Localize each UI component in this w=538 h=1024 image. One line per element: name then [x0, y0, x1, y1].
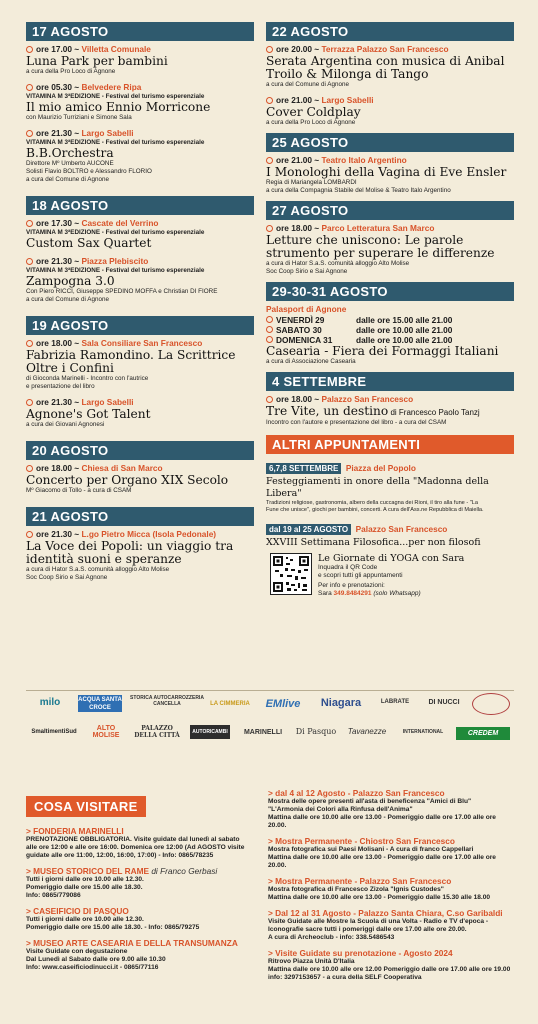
day-22-agosto: [266, 22, 514, 127]
day-25-agosto: [266, 133, 514, 195]
day-header: 21 AGOSTO: [26, 507, 254, 526]
event: ore 21.30 ~ L.go Pietro Micca (Isola Pedonale) La Voce dei Popoli: un viaggio tra identità suoni e speranze a cura di Hator S.a.S. comunità alloggio Alto Molise Soc Coop Sirio e Sai Agnone: [26, 529, 254, 582]
sponsor-logo: [472, 693, 510, 715]
visit-item: > CASEIFICIO DI PASQUO Tutti i giorni dalle ore 10.00 alle 12.30. Pomeriggio dalle ore 15.00 alle 18.30. - Info: 0865/79275: [26, 906, 200, 931]
day-header: 17 AGOSTO: [26, 22, 254, 41]
sponsor-logos: [26, 690, 514, 751]
event-title: XXVIII Settimana Filosofica...per non filosofi: [266, 537, 481, 548]
clock-icon: [26, 130, 33, 137]
clock-icon: [26, 531, 33, 538]
event: ore 18.00 ~ Sala Consiliare San Francesco Fabrizia Ramondino. La Scrittrice Oltre i Confini di Gioconda Marinelli - Incontro con l'autrice e presentazione del libro: [26, 338, 254, 391]
clock-icon: [266, 225, 273, 232]
day-header: 20 AGOSTO: [26, 441, 254, 460]
clock-icon: [266, 396, 273, 403]
sponsor-logo: ACQUA SANTA CROCE: [78, 697, 122, 711]
clock-icon: [26, 84, 33, 91]
clock-icon: [266, 336, 273, 343]
event-title: La Voce dei Popoli: un viaggio tra identità suoni e speranze: [26, 539, 234, 566]
visit-left: [26, 796, 262, 972]
section-header: ALTRI APPUNTAMENTI: [266, 435, 514, 454]
section-header: COSA VISITARE: [26, 796, 146, 817]
clock-icon: [266, 46, 273, 53]
visit-item: > Mostra Permanente - Chiostro San Francesco Mostra fotografica sui Paesi Molisani - A cura di franco Cappellari Mattina dalle ore 10.00 alle ore 13.00 - Pomeriggio dalle ore 17.00 alle ore 20.00.: [268, 836, 496, 869]
event-title: Cover Coldplay: [266, 105, 361, 119]
clock-icon: [266, 97, 273, 104]
event-title: Il mio amico Ennio Morricone: [26, 100, 211, 114]
day-header: 22 AGOSTO: [266, 22, 514, 41]
day-header: 29-30-31 AGOSTO: [266, 282, 514, 301]
day-header: 27 AGOSTO: [266, 201, 514, 220]
visit-item: > FONDERIA MARINELLI PRENOTAZIONE OBBLIGATORIA. Visite guidate dal lunedì al sabato alle ore 12:00 e alle ore 16:00. Domenica ore 12:00 (Ad AGOSTO visite guidate alle ore 11:00, 12:00, 16:00, 17:00) - Info: 0865/78235: [26, 826, 245, 859]
event: ore 21.30 ~ Piazza Plebiscito VITAMINA M 3ªEDIZIONE - Festival del turismo esperenziale Zampogna 3.0 Con Piero RICCI, Giuseppe SPEDINO MOFFA e Christian DI FIORE a cura del Comune di Agnone: [26, 256, 254, 304]
sponsor-logo: CREDEM: [456, 727, 510, 740]
event: ore 05.30 ~ Belvedere Ripa VITAMINA M 3ªEDIZIONE - Festival del turismo esperenziale Il mio amico Ennio Morricone con Maurizio Turriziani e Simone Sala: [26, 82, 254, 122]
day-27-agosto: [266, 201, 514, 276]
visit-item: > Mostra Permanente - Palazzo San Francesco Mostra fotografica di Francesco Zizola "Ignis Custodes" Mattina dalle ore 10.00 alle ore 13.00 - Pomeriggio dalle 15.30 alle 18.00: [268, 876, 491, 901]
clock-icon: [266, 316, 273, 323]
event-title: Letture che uniscono: Le parole strumento per superare le differenze: [266, 233, 495, 260]
event: ore 21.30 ~ Largo Sabelli VITAMINA M 3ªEDIZIONE - Festival del turismo esperenziale B.B.Orchestra Direttore Mº Umberto AUCONE Solisti Flavio BOLTRO e Alessandro FLORIO a cura del Comune di Agnone: [26, 128, 254, 184]
sponsor-logo: Niagara: [320, 697, 362, 709]
sponsor-logo: DI NUCCI: [428, 699, 460, 706]
event-title: Festeggiamenti in onore della "Madonna della Libera": [266, 476, 489, 499]
clock-icon: [26, 46, 33, 53]
altri-appuntamenti: ALTRI APPUNTAMENTI 6,7,8 SETTEMBRE Piazza del Popolo Festeggiamenti in onore della "Madonna della Libera" Tradizioni religiose, gastronomia, albero della cuccagna dei Rioni, il tiro alla fune - "La Fune che unisce", giochi per bambini, concerti. A cura dell'Ass.ne Repubblica di Maiella. dal 19 al 25 AGOSTO Palazzo San Francesco XXVIII Settimana Filosofica...per non filosofi Le Giornate di YOGA con Sara Inquadra il QR Code e scopri tutti gli appuntamenti Per info e prenotazioni: Sara 349.8484291 (solo Whatsapp): [266, 435, 514, 597]
day-19-agosto: [26, 316, 254, 429]
event-title: Fabrizia Ramondino. La Scrittrice Oltre i Confini: [26, 348, 236, 375]
event-title: Luna Park per bambini: [26, 54, 168, 68]
sponsor-logo: ALTO MOLISE: [92, 725, 120, 739]
event: ore 21.00 ~ Largo Sabelli Cover Coldplay a cura della Pro Loco di Agnone: [266, 95, 514, 127]
sponsor-logo: INTERNATIONAL: [402, 729, 444, 735]
sponsor-logo: STORICA AUTOCARROZZERIA CANCELLA: [130, 695, 204, 707]
sponsor-logo: AUTORICAMBI: [190, 725, 230, 739]
day-header: 25 AGOSTO: [266, 133, 514, 152]
event-title: Zampogna 3.0: [26, 274, 115, 288]
clock-icon: [266, 157, 273, 164]
clock-icon: [26, 399, 33, 406]
day-header: 19 AGOSTO: [26, 316, 254, 335]
event: ore 21.30 ~ Largo Sabelli Agnone's Got Talent a cura dei Giovani Agnonesi: [26, 397, 254, 429]
event: ore 20.00 ~ Terrazza Palazzo San Francesco Serata Argentina con musica di Anibal Troilo & Milonga di Tango a cura del Comune di Agnone: [266, 44, 514, 89]
sponsor-logo: Tavanezze: [347, 727, 387, 736]
event-title: Tre Vite, un destino di Francesco Paolo Tanzj: [266, 404, 480, 418]
event-title: Concerto per Organo XIX Secolo: [26, 473, 229, 487]
yoga-block: Le Giornate di YOGA con Sara Inquadra il QR Code e scopri tutti gli appuntamenti Per info e prenotazioni: Sara 349.8484291 (solo Whatsapp): [266, 553, 514, 597]
event-title: Custom Sax Quartet: [26, 236, 152, 250]
visit-item: > Visite Guidate su prenotazione - Agosto 2024 Ritrovo Piazza Unità D'Italia Mattina dalle ore 10.00 alle ore 12.00 Pomeriggio dalle ore 17.00 alle ore 19.00 info: 3297153657 - a cura della SELF Cooperativa: [268, 948, 511, 981]
event-title: B.B.Orchestra: [26, 146, 114, 160]
clock-icon: [26, 340, 33, 347]
sponsor-logo: EMlive: [265, 698, 301, 710]
event: ore 18.00 ~ Parco Letteratura San Marco Letture che uniscono: Le parole strumento per superare le differenze a cura di Hator S.a.S. comunità alloggio Alto Molise Soc Coop Sirio e Sai Agnone: [266, 223, 514, 276]
day-21-agosto: [26, 507, 254, 582]
qr-code-icon[interactable]: [270, 553, 312, 595]
day-4-settembre: 4 SETTEMBRE ore 18.00 ~ Palazzo San Francesco Tre Vite, un destino di Francesco Paolo Tanzj Incontro con l'autore e presentazione del libro - a cura del CSAM: [266, 372, 514, 427]
sponsor-logo: SmaltimentiSud: [31, 729, 77, 735]
event-title: I Monologhi della Vagina di Eve Ensler: [266, 165, 507, 179]
sponsor-logo: milo: [39, 697, 61, 708]
clock-icon: [26, 465, 33, 472]
day-header: 18 AGOSTO: [26, 196, 254, 215]
visit-right: [268, 782, 516, 982]
event-title: Agnone's Got Talent: [26, 407, 151, 421]
sponsor-logo: MARINELLI: [243, 729, 283, 736]
event-title: Casearia - Fiera dei Formaggi Italiani: [266, 344, 499, 358]
sponsor-logo: Di Pasquo: [295, 727, 337, 736]
day-17-agosto: [26, 22, 254, 184]
event: ore 21.00 ~ Teatro Italo Argentino I Monologhi della Vagina di Eve Ensler Regia di Mariangela LOMBARDI a cura della Compagnia Stabile del Molise & Teatro Italo Argentino: [266, 155, 514, 195]
visit-item: > MUSEO STORICO DEL RAME di Franco Gerbasi Tutti i giorni dalle ore 10.00 alle 12.30. Pomeriggio dalle ore 15.00 alle 18.30. Info: 0865/779086: [26, 866, 218, 899]
clock-icon: [26, 220, 33, 227]
casearia-section: 29-30-31 AGOSTO Palasport di Agnone VENERDÌ 29 dalle ore 15.00 alle 21.00 SABATO 30 dalle ore 10.00 alle 21.00 DOMENICA 31 dalle ore 10.00 alle 21.00 Casearia - Fiera dei Formaggi Italiani a cura di Associazione Casearia: [266, 282, 514, 366]
visit-item: > MUSEO ARTE CASEARIA E DELLA TRANSUMANZA Visite Guidate con degustazione Dal Lunedì al Sabato dalle ore 9.00 alle 10.30 Info: www.caseificiodinucci.it - 0865/77116: [26, 938, 238, 971]
event: ore 17.30 ~ Cascate del Verrino VITAMINA M 3ªEDIZIONE - Festival del turismo esperenziale Custom Sax Quartet: [26, 218, 254, 250]
day-header: 4 SETTEMBRE: [266, 372, 514, 391]
visit-item: > dal 4 al 12 Agosto - Palazzo San Francesco Mostra delle opere presenti all'asta di beneficenza "Amici di Blu" "L'Armonia dei Colori alla Rinfusa dell'Anima" Mattina dalle ore 10.00 alle ore 13.00 - Pomeriggio dalle ore 17.00 alle ore 20.00.: [268, 788, 496, 829]
right-column: [266, 16, 514, 597]
clock-icon: [26, 258, 33, 265]
event-title: Serata Argentina con musica di Anibal Troilo & Milonga di Tango: [266, 54, 505, 81]
left-column: [26, 16, 254, 588]
event: ore 17.00 ~ Villetta Comunale Luna Park per bambini a cura della Pro Loco di Agnone: [26, 44, 254, 76]
event: ore 18.00 ~ Chiesa di San Marco Concerto per Organo XIX Secolo Mº Giacomo di Tollo - a cura di CSAM: [26, 463, 254, 495]
day-18-agosto: [26, 196, 254, 304]
day-20-agosto: [26, 441, 254, 495]
visit-item: > Dal 12 al 31 Agosto - Palazzo Santa Chiara, C.so Garibaldi Visite Guidate alle Mostre la Scuola di una Volta - Radio e TV d'epoca - Iconografie sacre tutti i pomeriggi dalle ore 17.00 alle ore 20.00. A cura di Archeoclub - info: 338.5486543: [268, 908, 503, 941]
clock-icon: [266, 326, 273, 333]
sponsor-logo: PALAZZO DELLA CITTÀ: [134, 725, 180, 739]
sponsor-logo: LA CIMMERIA: [210, 701, 250, 707]
sponsor-logo: LABRATE: [380, 699, 410, 705]
